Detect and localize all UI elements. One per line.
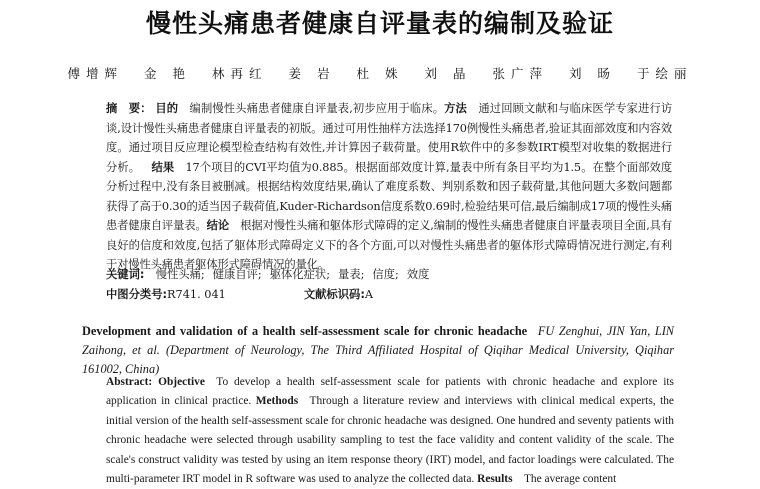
paper-title: 慢性头痛患者健康自评量表的编制及验证 bbox=[145, 9, 614, 38]
en-methods-text: Through a literature review and interviews with clinical medical experts, the initial version of the health self-assessment scale for chronic headache was designed. One hundred and seventy patients with chronic headache were selected through usability sampling to test the face validity and content validity of the scale. The scale's construct validity was tested by using an item response theory (IRT) model, and factor loadings were calculated. The multi-parameter IRT model in R software was used to analyze the collected data. bbox=[106, 395, 674, 486]
en-methods-label: Methods bbox=[255, 395, 299, 408]
doc-code-value: A bbox=[364, 288, 374, 301]
chinese-abstract bbox=[82, 99, 672, 275]
keyword: 慢性头痛; bbox=[155, 268, 205, 281]
results-label: 结果 bbox=[151, 160, 175, 174]
keyword: 效度 bbox=[406, 268, 430, 281]
author: 于绘丽 bbox=[636, 66, 693, 81]
doc-code-label: 文献标识码: bbox=[303, 288, 365, 301]
author: 傅增辉 bbox=[67, 66, 124, 81]
keyword: 信度; bbox=[372, 268, 399, 281]
english-header bbox=[82, 322, 674, 379]
abstract-label: 摘 要： bbox=[106, 102, 152, 115]
english-authors: FU Zenghui, JIN Yan, LIN Zaihong, et al. bbox=[82, 324, 674, 357]
keyword: 量表; bbox=[338, 268, 365, 281]
conclusion-label: 结论 bbox=[206, 219, 230, 232]
clc-label: 中图分类号: bbox=[106, 288, 168, 301]
objective-text: 编制慢性头痛患者健康自评量表,初步应用于临床。 bbox=[189, 102, 445, 115]
author: 刘 旸 bbox=[568, 66, 616, 81]
en-objective-label: Objective bbox=[158, 376, 205, 388]
en-abstract-label: Abstract: bbox=[106, 376, 153, 388]
keywords bbox=[106, 266, 437, 282]
author-list bbox=[0, 64, 760, 82]
results-text: 17个项目的CVI平均值为0.885。根据面部效度计算,量表中所有条目平均为1.5。在整个面部效度分析过程中,没有条目被删减。根据结构效度结果,确认了难度系数、判别系数和因子载荷量,其他问题大多数问题都获得了高于0.30的适当因子载荷值,Kuder-Richardson信度系数0.69时,检验结果可信,最后编制成17项的慢性头痛患者健康自评量表。 bbox=[106, 160, 672, 232]
author: 杜 姝 bbox=[356, 66, 404, 81]
author: 刘 晶 bbox=[424, 66, 472, 81]
keyword: 健康自评; bbox=[212, 268, 262, 281]
en-results-label: Results bbox=[477, 473, 513, 486]
objective-label: 目的 bbox=[155, 102, 179, 115]
author: 张广萍 bbox=[492, 66, 548, 81]
en-results-text: The average content bbox=[523, 473, 617, 486]
clc-value: R741. 041 bbox=[167, 288, 226, 301]
english-abstract bbox=[82, 373, 674, 489]
classification-line bbox=[106, 286, 373, 302]
keywords-label: 关键词: bbox=[106, 268, 145, 281]
keyword: 躯体化症状; bbox=[269, 268, 331, 281]
author: 姜 岩 bbox=[288, 66, 336, 81]
author: 林再红 bbox=[212, 66, 268, 81]
en-objective-text: To develop a health self-assessment scale for patients with chronic headache and explore its application in clinical practice. bbox=[106, 376, 674, 408]
english-affiliation: (Department of Neurology, The Third Affiliated Hospital of Qiqihar Medical University, Qiqihar 161002, China) bbox=[82, 343, 675, 376]
conclusion-text: 根据对慢性头痛和躯体形式障碍的定义,编制的慢性头痛患者健康自评量表项目全面,具有良好的信度和效度,包括了躯体形式障碍定义下的各个方面,可以对慢性头痛患者的躯体形式障碍情况进行测定,有利于对慢性头痛患者躯体形式障碍情况的量化。 bbox=[106, 219, 673, 271]
methods-text: 通过回顾文献和与临床医学专家进行访谈,设计慢性头痛患者健康自评量表的初版。通过可用性抽样方法选择170例慢性头痛患者,验证其面部效度和内容效度。通过项目反应理论模型检查结构有效性,并计算因子载荷量。使用R软件中的多参数IRT模型对收集的数据进行分析。 bbox=[106, 102, 672, 174]
author: 金 艳 bbox=[144, 66, 191, 81]
english-title: Development and validation of a health self-assessment scale for chronic headache bbox=[82, 324, 528, 338]
methods-label: 方法 bbox=[444, 102, 467, 115]
